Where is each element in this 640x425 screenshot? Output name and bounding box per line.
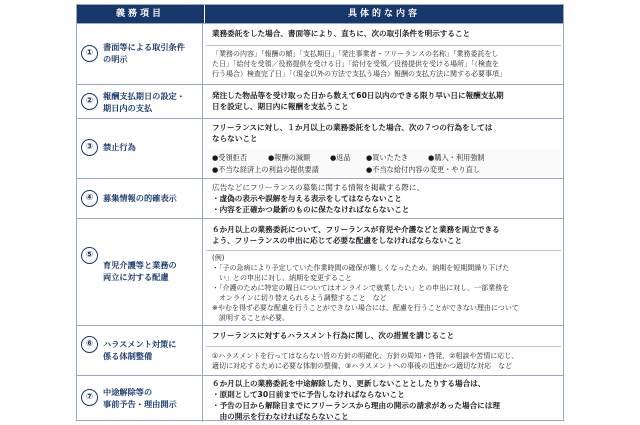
row-number: ③	[81, 139, 98, 156]
prohibited-acts-list	[206, 149, 561, 177]
table-row	[77, 84, 563, 118]
table-row	[77, 178, 563, 218]
item-title: 中途解除等の 事前予告・理由開示	[103, 387, 177, 409]
content-main: ６か月以上の業務委託を中途解除したり、更新しないこととしたりする場合は、 ・原則として30日前までに予告しなければならないこと ・予告の日から解除日までにフリーランスから理由の開示の請求があった場合には理 由の開示を行わなければならないこと	[212, 379, 500, 421]
item-title: 募集情報の的確表示	[103, 193, 177, 203]
prohibited-act: ●不当な給付内容の変更・やり直し	[366, 165, 481, 174]
row-number: ⑤	[81, 247, 98, 264]
item-title: 禁止行為	[103, 142, 136, 152]
content-examples: (例) ・「子の急病により予定していた作業時間の確保が難しくなったため、納期を短期間繰り下げた い」との申出に対し、納期を変更すること ・「介護のために特定の曜日についてはオンラインで就業したい」との申出に対し、一部業務を オンラインに切り替えられるよう調整すること など ※やむを得ず必要な配慮を行うことができない場合には、配慮を行うことができない理由について 説明することが必要。	[212, 254, 519, 322]
item-title: 育児介護等と業務の 両立に対する配慮	[103, 260, 177, 282]
content-main: 業務委託をした場合、書面等により、直ちに、次の取引条件を明示すること	[212, 29, 471, 38]
row-number: ②	[81, 93, 98, 110]
prohibited-act: ●買いたたき	[366, 153, 409, 162]
obligations-table	[76, 4, 564, 421]
prohibited-act: ●受領拒否	[212, 153, 248, 162]
table-row	[77, 325, 563, 375]
content-sub: ①ハラスメントを行ってはならない旨の方針の明確化、方針の周知・啓発、②相談や苦情に応じ、 適切に対応するために必要な体制の整備、③ハラスメントへの事後の迅速かつ適切な対応 など	[212, 352, 519, 370]
content-main: 広告などにフリーランスの募集に関する情報を掲載する際に、 ・虚偽の表示や誤解を与える表示をしてはならないこと ・内容を正確かつ最新のものに保たなければならないこと	[212, 183, 425, 214]
row-number: ⑥	[81, 336, 98, 353]
prohibited-act: ●報酬の減額	[268, 153, 311, 162]
header-content: 具体的な内容	[204, 5, 563, 23]
table-row	[77, 23, 563, 84]
table-header	[77, 5, 563, 23]
table-row	[77, 118, 563, 178]
content-main: フリーランスに対するハラスメント行為に関し、次の措置を講じること	[212, 331, 455, 340]
item-title: 報酬支払期日の設定・ 期日内の支払	[103, 91, 185, 113]
prohibited-act: ●購入・利用強制	[428, 153, 485, 162]
row-number: ①	[81, 45, 98, 62]
table-row	[77, 375, 563, 422]
content-main: ６か月以上の業務委託について、フリーランスが育児や介護などと業務を両立できる よう、フリーランスの申出に応じて必要な配慮をしなければならないこと	[212, 225, 500, 245]
content-sub: 「業務の内容」「報酬の額」「支払期日」「発注事業者・フリーランスの名称」「業務委託をし た日」「給付を受領／役務提供を受ける日」「給付を受領／役務提供を受ける場所」「（検査を 行う場合）検査完了日」「（現金以外の方法で支払う場合）報酬の支払方法に関する必要事項」	[212, 50, 506, 78]
content-main: 発注した物品等を受け取った日から数えて60日以内のできる限り早い日に報酬支払期 日を設定し、期日内に報酬を支払うこと	[212, 91, 504, 111]
prohibited-act: ●不当な経済上の利益の提供要請	[212, 165, 319, 174]
prohibited-act: ●返品	[330, 153, 351, 162]
item-title: ハラスメント対策に 係る体制整備	[103, 339, 177, 361]
item-title: 書面等による取引条件 の明示	[103, 42, 185, 64]
table-row	[77, 218, 563, 325]
row-number: ⑦	[81, 389, 98, 406]
header-item: 義務項目	[115, 9, 164, 19]
row-number: ④	[81, 190, 98, 207]
content-main: フリーランスに対し、１か月以上の業務委託をした場合、次の７つの行為をしては ならないこと	[212, 123, 493, 143]
